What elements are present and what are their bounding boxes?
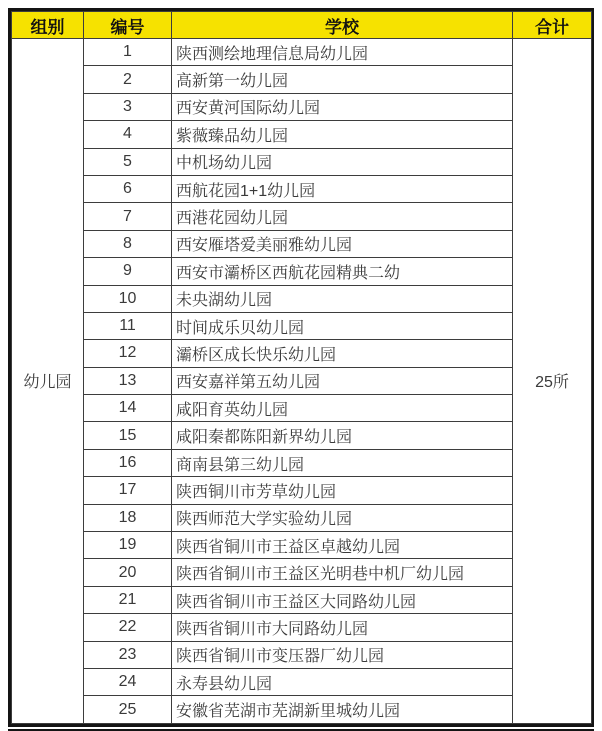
row-number: 2 (84, 66, 172, 93)
table-row (12, 586, 592, 613)
row-number: 4 (84, 121, 172, 148)
kindergarten-roster-table (11, 11, 592, 724)
row-number: 7 (84, 203, 172, 230)
row-number: 10 (84, 285, 172, 312)
school-name: 中机场幼儿园 (172, 148, 513, 175)
table-row (12, 449, 592, 476)
table-row (12, 258, 592, 285)
row-number: 20 (84, 559, 172, 586)
school-name: 西安黄河国际幼儿园 (172, 93, 513, 120)
group-cell: 幼儿园 (12, 39, 84, 724)
table-row (12, 340, 592, 367)
kindergarten-table-wrapper (8, 8, 594, 727)
school-name: 咸阳秦都陈阳新界幼儿园 (172, 422, 513, 449)
school-name: 咸阳育英幼儿园 (172, 395, 513, 422)
school-name: 安徽省芜湖市芜湖新里城幼儿园 (172, 696, 513, 723)
row-number: 24 (84, 668, 172, 695)
table-row (12, 285, 592, 312)
row-number: 12 (84, 340, 172, 367)
row-number: 19 (84, 532, 172, 559)
row-number: 22 (84, 614, 172, 641)
row-number: 21 (84, 586, 172, 613)
header-number: 编号 (84, 12, 172, 39)
table-row (12, 668, 592, 695)
table-row (12, 203, 592, 230)
row-number: 1 (84, 39, 172, 66)
row-number: 23 (84, 641, 172, 668)
row-number: 5 (84, 148, 172, 175)
school-name: 紫薇臻品幼儿园 (172, 121, 513, 148)
school-name: 西安市灞桥区西航花园精典二幼 (172, 258, 513, 285)
table-row (12, 148, 592, 175)
table-row (12, 422, 592, 449)
school-name: 陕西省铜川市王益区大同路幼儿园 (172, 586, 513, 613)
header-school: 学校 (172, 12, 513, 39)
school-name: 陕西省铜川市王益区光明巷中机厂幼儿园 (172, 559, 513, 586)
row-number: 25 (84, 696, 172, 723)
table-row (12, 39, 592, 66)
school-name: 永寿县幼儿园 (172, 668, 513, 695)
school-name: 陕西省铜川市变压器厂幼儿园 (172, 641, 513, 668)
row-number: 17 (84, 477, 172, 504)
table-row (12, 696, 592, 723)
school-name: 未央湖幼儿园 (172, 285, 513, 312)
row-number: 3 (84, 93, 172, 120)
row-number: 11 (84, 312, 172, 339)
table-row (12, 395, 592, 422)
school-name: 陕西省铜川市大同路幼儿园 (172, 614, 513, 641)
table-row (12, 312, 592, 339)
table-row (12, 93, 592, 120)
table-row (12, 367, 592, 394)
row-number: 8 (84, 230, 172, 257)
school-name: 西港花园幼儿园 (172, 203, 513, 230)
table-bottom-rule (8, 729, 594, 731)
row-number: 13 (84, 367, 172, 394)
table-row (12, 614, 592, 641)
school-name: 陕西省铜川市王益区卓越幼儿园 (172, 532, 513, 559)
table-row (12, 230, 592, 257)
header-row (12, 12, 592, 39)
row-number: 18 (84, 504, 172, 531)
school-name: 西航花园1+1幼儿园 (172, 175, 513, 202)
school-name: 陕西师范大学实验幼儿园 (172, 504, 513, 531)
row-number: 16 (84, 449, 172, 476)
school-name: 西安雁塔爱美丽雅幼儿园 (172, 230, 513, 257)
table-body (12, 39, 592, 724)
total-cell: 25所 (513, 39, 592, 724)
school-name: 时间成乐贝幼儿园 (172, 312, 513, 339)
row-number: 9 (84, 258, 172, 285)
table-row (12, 66, 592, 93)
table-row (12, 477, 592, 504)
school-name: 商南县第三幼儿园 (172, 449, 513, 476)
table-row (12, 532, 592, 559)
header-total: 合计 (513, 12, 592, 39)
table-row (12, 175, 592, 202)
row-number: 14 (84, 395, 172, 422)
table-row (12, 121, 592, 148)
header-group: 组别 (12, 12, 84, 39)
table-row (12, 641, 592, 668)
school-name: 陕西铜川市芳草幼儿园 (172, 477, 513, 504)
table-row (12, 504, 592, 531)
school-name: 西安嘉祥第五幼儿园 (172, 367, 513, 394)
school-name: 高新第一幼儿园 (172, 66, 513, 93)
school-name: 陕西测绘地理信息局幼儿园 (172, 39, 513, 66)
row-number: 15 (84, 422, 172, 449)
row-number: 6 (84, 175, 172, 202)
table-row (12, 559, 592, 586)
school-name: 灞桥区成长快乐幼儿园 (172, 340, 513, 367)
